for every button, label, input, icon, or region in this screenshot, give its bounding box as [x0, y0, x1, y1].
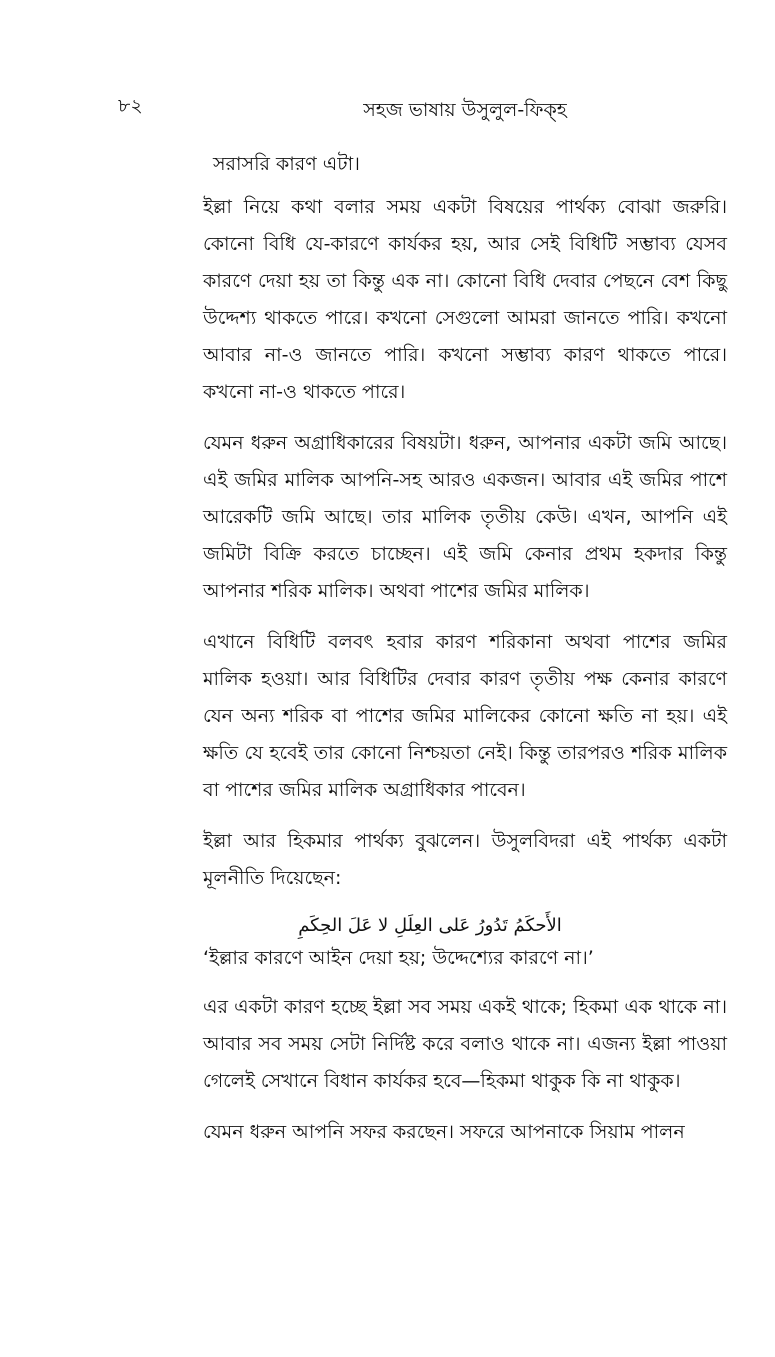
paragraph-6: এর একটা কারণ হচ্ছে ইল্লা সব সময় একই থাকে; হিকমা এক থাকে না। আবার সব সময় সেটা নির্দিষ্ট করে বলাও থাকে না। এজন্য ইল্লা পাওয়া গেলেই সেখানে বিধান কার্যকর হবে—হিকমা থাকুক কি না থাকুক।: [203, 996, 727, 1092]
paragraph-3: যেমন ধরুন অগ্রাধিকারের বিষয়টা। ধরুন, আপনার একটা জমি আছে। এই জমির মালিক আপনি-সহ আরও একজন। আবার এই জমির পাশে আরেকটি জমি আছে। তার মালিক তৃতীয় কেউ। এখন, আপনি এই জমিটা বিক্রি করতে চাচ্ছেন। এই জমি কেনার প্রথম হকদার কিন্তু আপনার শরিক মালিক। অথবা পাশের জমির মালিক।: [203, 432, 727, 602]
maxim-translation: ‘ইল্লার কারণে আইন দেয়া হয়; উদ্দেশ্যের কারণে না।’: [203, 947, 594, 969]
paragraph-2: ইল্লা নিয়ে কথা বলার সময় একটা বিষয়ের পার্থক্য বোঝা জরুরি। কোনো বিধি যে-কারণে কার্যকর হয়, আর সেই বিধিটি সম্ভাব্য যেসব কারণে দেয়া হয় তা কিন্তু এক না। কোনো বিধি দেবার পেছনে বেশ কিছু উদ্দেশ্য থাকতে পারে। কখনো সেগুলো আমরা জানতে পারি। কখনো আবার না-ও জানতে পারি। কখনো সম্ভাব্য কারণ থাকতে পারে। কখনো না-ও থাকতে পারে।: [203, 196, 727, 403]
running-header: সহজ ভাষায় উসুলুল-ফিক্‌হ: [363, 99, 567, 121]
body-text: [203, 146, 727, 1165]
paragraph-4: এখানে বিধিটি বলবৎ হবার কারণ শরিকানা অথবা পাশের জমির মালিক হওয়া। আর বিধিটির দেবার কারণ তৃতীয় পক্ষ কেনার কারণে যেন অন্য শরিক বা পাশের জমির মালিকের কোনো ক্ষতি না হয়। এই ক্ষতি যে হবেই তার কোনো নিশ্চয়তা নেই। কিন্তু তারপরও শরিক মালিক বা পাশের জমির মালিক অগ্রাধিকার পাবেন।: [203, 631, 727, 801]
paragraph-5: ইল্লা আর হিকমার পার্থক্য বুঝলেন। উসুলবিদরা এই পার্থক্য একটা মূলনীতি দিয়েছেন:: [203, 830, 727, 889]
page-number: ৮২: [118, 95, 143, 117]
paragraph-7: যেমন ধরুন আপনি সফর করছেন। সফরে আপনাকে সিয়াম পালন: [203, 1121, 685, 1143]
paragraph-1: সরাসরি কারণ এটা।: [213, 153, 360, 175]
arabic-maxim: الأَحكَمُ تَدُورُ عَلى العِلَلِ لا عَلَ الحِكَمِ: [298, 915, 562, 936]
